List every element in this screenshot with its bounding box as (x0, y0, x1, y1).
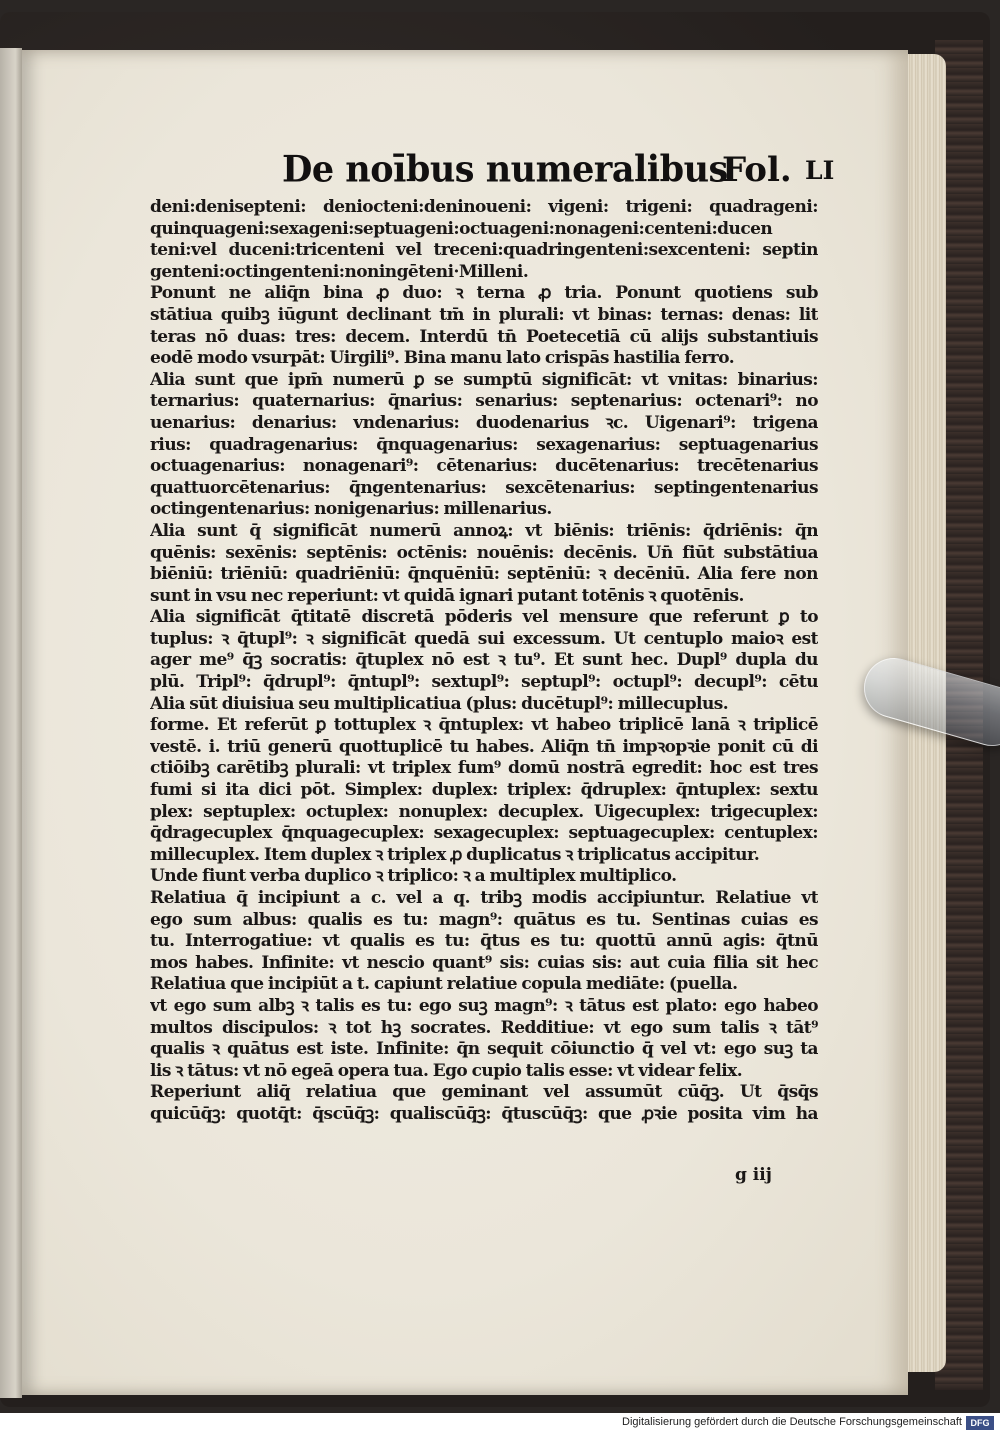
text-line: Alia sunt que ipm̄ numerū ꝑ se sumptū significāt: vt vnitas: binarius: (150, 369, 818, 390)
text-line: quicūq̄ꝫ: quotq̄t: q̄scūq̄ꝫ: qualiscūq̄ꝫ: q̄tuscūq̄ꝫ: que ꝓꝛie posita vim ha (150, 1103, 818, 1124)
text-line: stātiua quibꝫ iūgunt declinant tm̄ in plurali: vt binas: ternas: denas: lit (150, 304, 818, 325)
text-line: Alia sūt diuisiua seu multiplicatiua (plus: ducētupl⁹: millecuplus. (150, 693, 729, 714)
text-line: mos habes. Infinite: vt nescio quant⁹ sis: cuias sis: aut cuia filia sit hec (150, 952, 818, 973)
text-line: qualis ꝛ quātus est iste. Infinite: q̄n sequit cōiunctio q̄ vel vt: ego suꝫ ta (150, 1039, 818, 1060)
text-line: Relatiua q̄ incipiunt a c. vel a q. tribꝫ modis accipiuntur. Relatiue vt (150, 888, 818, 908)
text-line: multos discipulos: ꝛ tot hꝫ socrates. Redditiue: vt ego sum talis ꝛ tāt⁹ (150, 1017, 818, 1038)
text-line: quinquageni:sexageni:septuageni:octuageni:nonageni:centeni:ducen (150, 218, 773, 239)
text-line: vt ego sum albꝫ ꝛ talis es tu: ego suꝫ magn⁹: ꝛ tātus est plato: ego habeo (150, 995, 818, 1016)
text-line: Unde fiunt verba duplico ꝛ triplico: ꝛ a multiplex multiplico. (150, 866, 677, 887)
signature-mark: g iij (735, 1165, 772, 1185)
text-line: ternarius: quaternarius: q̄narius: senarius: septenarius: octenari⁹: no (150, 391, 818, 412)
dfg-logo: DFG (966, 1416, 994, 1430)
text-line: Reperiunt aliq̄ relatiua que geminant vel assumūt cūq̄ꝫ. Ut q̄sq̄s (150, 1082, 818, 1103)
text-line: octuagenarius: nonagenari⁹: cētenarius: ducētenarius: trecētenarius (150, 456, 818, 477)
text-line: vestē. i. triū generū quottuplicē tu habes. Aliq̄n tn̄ impꝛopꝛie ponit cū di (150, 736, 818, 757)
text-line: q̄dragecuplex q̄nquagecuplex: sexagecuplex: septuagecuplex: centuplex: (150, 823, 818, 844)
text-line: fumi si ita dici pōt. Simplex: duplex: triplex: q̄druplex: q̄ntuplex: sextu (150, 780, 818, 801)
text-line: plū. Tripl⁹: q̄drupl⁹: q̄ntupl⁹: sextupl⁹: septupl⁹: octupl⁹: decupl⁹: cētu (150, 672, 818, 693)
text-line: quēnis: sexēnis: septēnis: octēnis: nouēnis: decēnis. Un̄ fiūt substātiua (150, 542, 818, 563)
text-line: sunt in vsu nec reperiunt: vt quidā ignari putant totēnis ꝛ quotēnis. (150, 585, 744, 606)
folio-label: Fol. (722, 150, 792, 190)
text-line: Alia significāt q̄titatē discretā pōderis vel mensure que referunt ꝑ to (150, 607, 818, 628)
text-line: ctiōibꝫ carētibꝫ plurali: vt triplex fum⁹ domū nostrā egredit: hoc est tres (150, 758, 818, 779)
text-line: biēniū: triēniū: quadriēniū: q̄nquēniū: septēniū: ꝛ decēniū. Alia fere non (150, 564, 818, 585)
text-line: Alia sunt q̄ significāt numerū annoꝝ: vt biēnis: triēnis: q̄driēnis: q̄n (150, 520, 818, 541)
running-head (260, 148, 860, 198)
text-line: quattuorcētenarius: q̄ngentenarius: sexcētenarius: septingentenarius (150, 477, 818, 498)
text-line: forme. Et referūt ꝑ tottuplex ꝛ q̄ntuplex: vt habeo triplicē lanā ꝛ triplicē (150, 715, 818, 736)
text-line: plex: septuplex: octuplex: nonuplex: decuplex. Uigecuplex: trigecuplex: (150, 801, 818, 822)
body-text (150, 197, 818, 1126)
text-line: eodē modo vsurpāt: Uirgili⁹. Bina manu lato crispās hastilia ferro. (150, 348, 735, 369)
text-line: millecuplex. Item duplex ꝛ triplex ꝓ duplicatus ꝛ triplicatus accipitur. (150, 844, 760, 865)
text-line: uenarius: denarius: vndenarius: duodenarius ꝛc. Uigenari⁹: trigena (150, 412, 818, 433)
text-line: octingentenarius: nonigenarius: millenarius. (150, 499, 552, 520)
footer-credit: Digitalisierung gefördert durch die Deutsche Forschungsgemeinschaft (622, 1416, 962, 1428)
text-line: teras nō duas: tres: decem. Interdū tn̄ Poetecetiā cū alijs substantiuis (150, 326, 818, 347)
text-line: Relatiua que incipiūt a t. capiunt relatiue copula mediāte: (puella. (150, 974, 738, 995)
footer-bar (0, 1413, 1000, 1434)
text-line: teni:vel duceni:tricenteni vel treceni:quadringenteni:sexcenteni: septin (150, 240, 818, 261)
text-line: tuplus: ꝛ q̄tupl⁹: ꝛ significāt quedā sui excessum. Ut centuplo maioꝛ est (150, 628, 818, 649)
text-line: ego sum albus: qualis es tu: magn⁹: quātus es tu. Sentinas cuias es (150, 909, 818, 930)
text-line: Ponunt ne aliq̄n bina ꝓ duo: ꝛ terna ꝓ tria. Ponunt quotiens sub (150, 283, 818, 304)
text-line: ager me⁹ q̄ꝫ socratis: q̄tuplex nō est ꝛ tu⁹. Et sunt hec. Dupl⁹ dupla du (150, 650, 818, 671)
facing-page-edge (0, 48, 22, 1398)
folio-number: LI (805, 156, 835, 185)
text-line: genteni:octingenteni:noningēteni·Milleni. (150, 261, 529, 282)
running-head-title: De noībus numeralibus (282, 148, 728, 192)
text-line: lis ꝛ tātus: vt nō egeā opera tua. Ego cupio talis esse: vt videar felix. (150, 1060, 743, 1081)
text-line: tu. Interrogatiue: vt qualis es tu: q̄tus es tu: quottū annū agis: q̄tnū (150, 931, 818, 952)
text-line: deni:denisepteni: deniocteni:deninoueni: vigeni: trigeni: quadrageni: (150, 197, 818, 217)
text-line: rius: quadragenarius: q̄nquagenarius: sexagenarius: septuagenarius (150, 434, 818, 455)
